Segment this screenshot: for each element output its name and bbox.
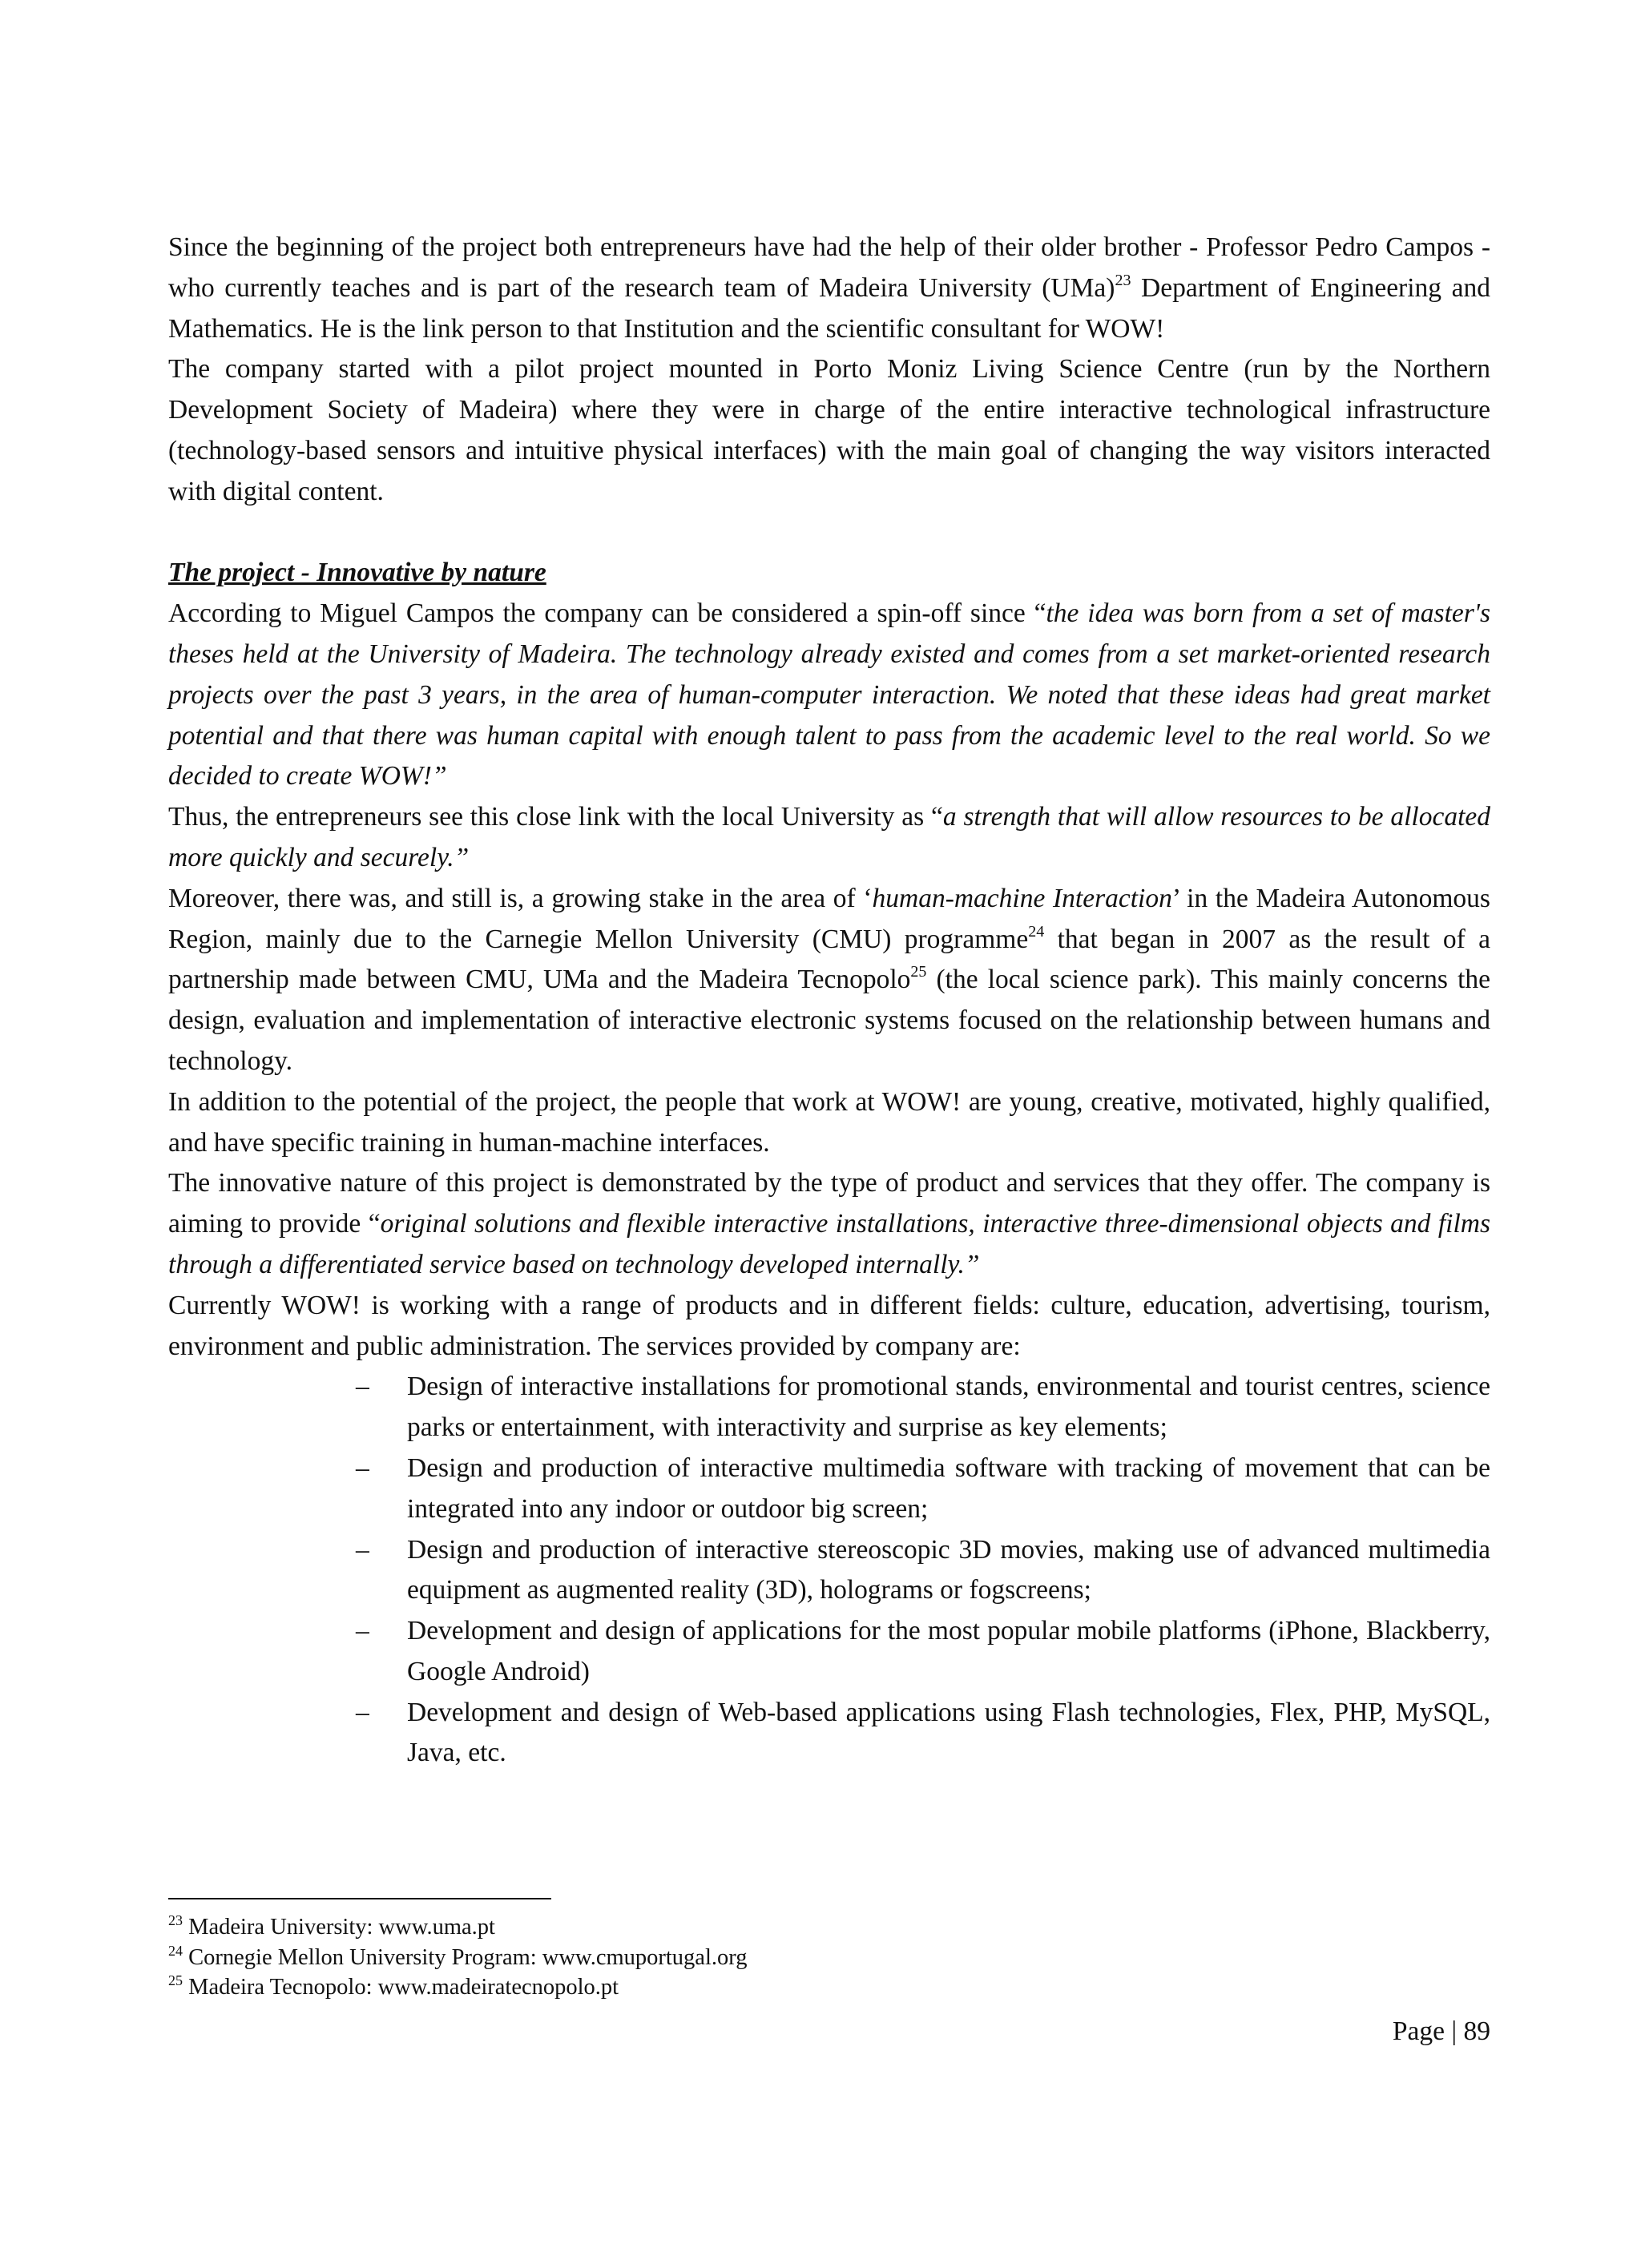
footnote: $^{23}$ Madeira University: www.uma.pt (168, 1912, 495, 1940)
dash-bullet: – (356, 1372, 369, 1402)
paragraph-gap (168, 513, 1490, 554)
quote: the idea was born from a set of master's theses held at the University of Madeira. The technology already existed and comes from a set market-oriented research projects over the past 3 years, in the area of human-computer interaction. We noted that these ideas had great market potential and that there was human capital with enough talent to pass from the academic level to the real world. So we decided to create WOW!” (168, 598, 1490, 792)
dash-bullet: – (356, 1616, 369, 1646)
document-body (168, 228, 1490, 1774)
dash-bullet: – (356, 1697, 369, 1727)
footnote: $^{25}$ Madeira Tecnopolo: www.madeiratecnopolo.pt (168, 1972, 619, 2000)
footnote-ref-25: 25 (910, 963, 927, 981)
list-item: – Design and production of interactive stereoscopic 3D movies, making use of advanced multimedia equipment as augmented reality (3D), holograms or fogscreens; (407, 1530, 1490, 1612)
services-list (168, 1367, 1490, 1774)
paragraph-university-link: Thus, the entrepreneurs see this close link with the local University as “a strength that will allow resources to be allocated more quickly and securely.” (168, 802, 1490, 872)
footnote-separator (168, 1898, 551, 1899)
paragraph-pilot-project: The company started with a pilot project mounted in Porto Moniz Living Science Centre (run by the Northern Development Society of Madeira) where they were in charge of the entire interactive technological infrastructure (technology-based sensors and intuitive physical interfaces) with the main goal of changing the way visitors interacted with digital content. (168, 354, 1490, 506)
dash-bullet: – (356, 1452, 369, 1483)
footnote-ref-24: 24 (1028, 922, 1045, 941)
paragraph-hmi-stake: Moreover, there was, and still is, a growing stake in the area of ‘human-machine Interaction’ in the Madeira Autonomous Region, mainly due to the Carnegie Mellon University (CMU) programme$^{24}$ that began in 2007 as the result of a partnership made between CMU, UMa and the Madeira Tecnopolo$^{25}$ (the local science park). This mainly concerns the design, evaluation and implementation of interactive electronic systems focused on the relationship between humans and technology. (168, 883, 1491, 1076)
section-heading: The project - Innovative by nature (168, 558, 546, 588)
page-number: Page | 89 (1392, 2016, 1490, 2046)
paragraph-services-intro: Currently WOW! is working with a range of products and in different fields: culture, education, advertising, tourism, environment and public administration. The services provided by company are: (168, 1290, 1490, 1361)
list-item: – Design of interactive installations for promotional stands, environmental and tourist centres, science parks or entertainment, with interactivity and surprise as key elements; (407, 1367, 1490, 1448)
quote: a strength that will allow resources to be allocated more quickly and securely.” (168, 802, 1490, 872)
list-item: – Development and design of applications for the most popular mobile platforms (iPhone, Blackberry, Google Android) (407, 1611, 1490, 1693)
paragraph-innovative-nature: The innovative nature of this project is demonstrated by the type of product and services that they offer. The company is aiming to provide “original solutions and flexible interactive installations, interactive three-dimensional objects and films through a differentiated service based on technology developed internally.” (168, 1168, 1490, 1279)
dash-bullet: – (356, 1534, 369, 1565)
list-item: – Development and design of Web-based applications using Flash technologies, Flex, PHP, MySQL, Java, etc. (407, 1693, 1490, 1775)
footnote: $^{24}$ Cornegie Mellon University Program: www.cmuportugal.org (168, 1942, 748, 1970)
list-item: – Design and production of interactive multimedia software with tracking of movement that can be integrated into any indoor or outdoor big screen; (407, 1448, 1490, 1530)
paragraph-spin-off: According to Miguel Campos the company can be considered a spin-off since “the idea was born from a set of master's theses held at the University of Madeira. The technology already existed and comes from a set market-oriented research projects over the past 3 years, in the area of human-computer interaction. We noted that these ideas had great market potential and that there was human capital with enough talent to pass from the academic level to the real world. So we decided to create WOW!” (168, 598, 1490, 792)
quote: original solutions and flexible interactive installations, interactive three-dimensional objects and films through a differentiated service based on technology developed internally.” (168, 1209, 1490, 1279)
footnote-ref-23: 23 (1115, 271, 1131, 289)
paragraph-team: In addition to the potential of the project, the people that work at WOW! are young, creative, motivated, highly qualified, and have specific training in human-machine interfaces. (168, 1086, 1490, 1158)
footnotes (168, 1898, 1490, 2003)
paragraph-intro: Since the beginning of the project both entrepreneurs have had the help of their older brother - Professor Pedro Campos - who currently teaches and is part of the research team of Madeira University (UMa)$^{23}$ Department of Engineering and Mathematics. He is the link person to that Institution and the scientific consultant for WOW! (168, 232, 1490, 344)
